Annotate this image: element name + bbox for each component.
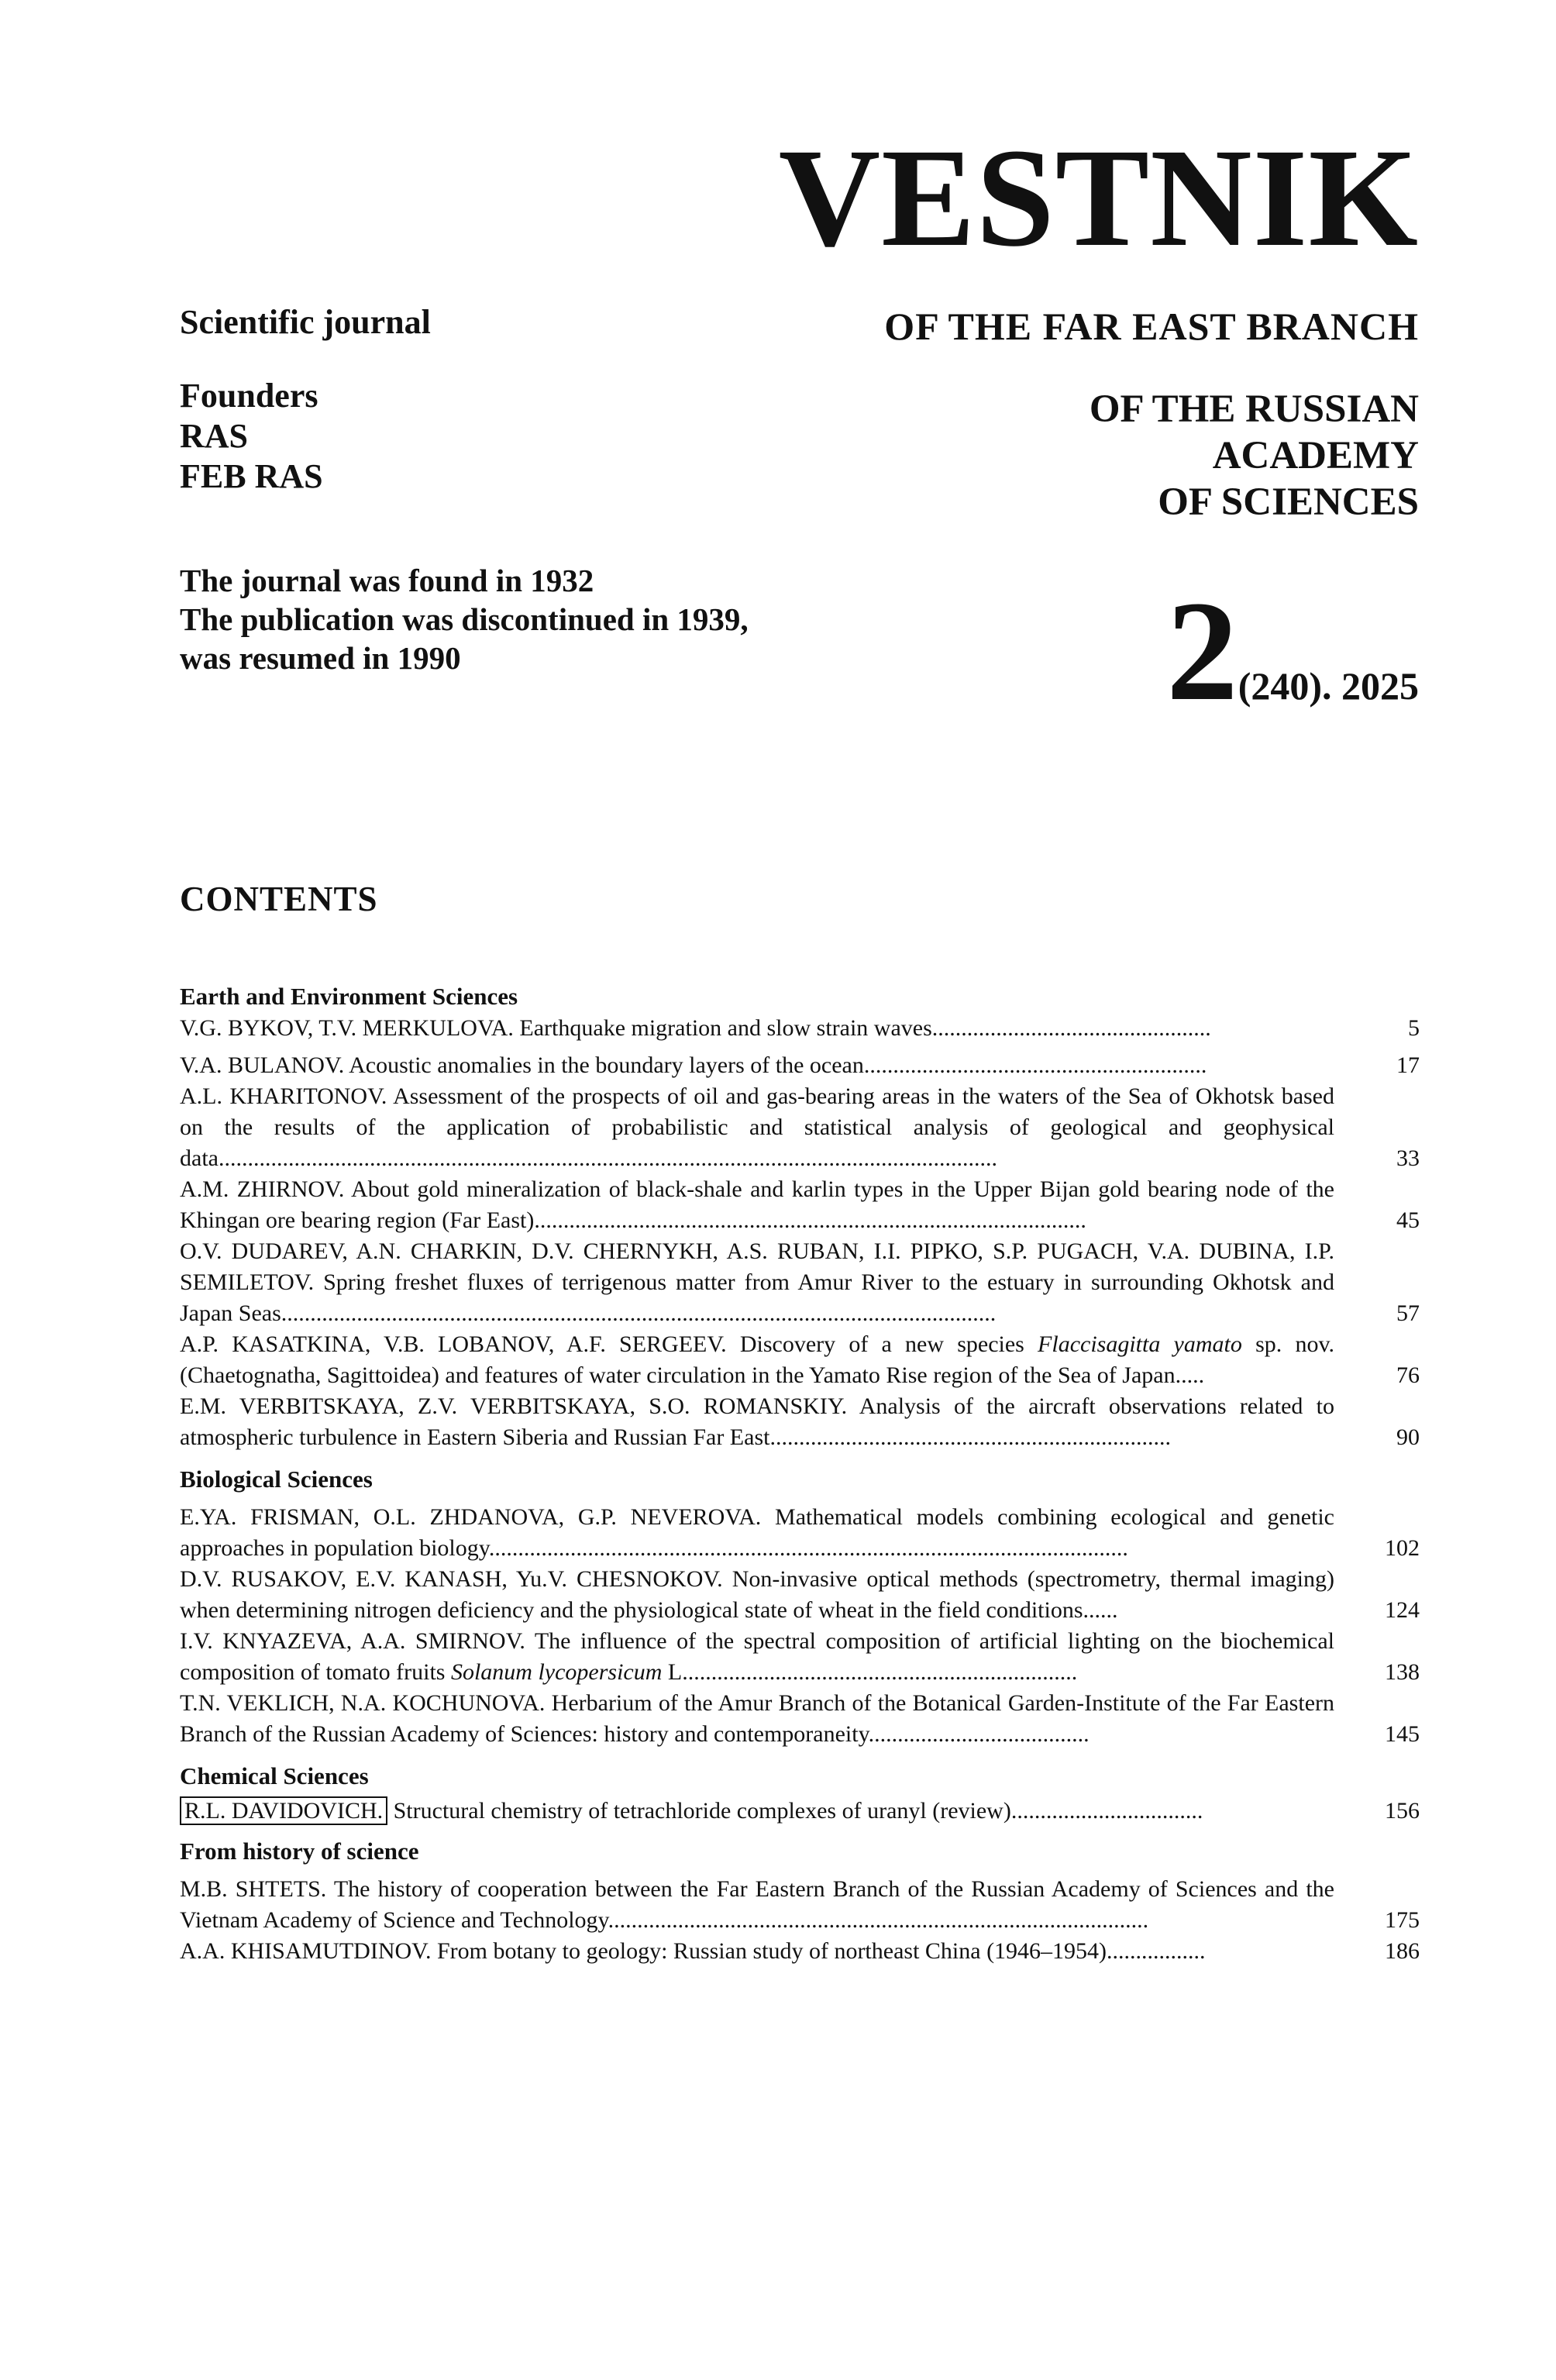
journal-subtitle-ras <box>876 386 1419 525</box>
entry-text <box>180 1013 1334 1044</box>
dot-leader: ................................................................... <box>687 1659 1078 1685</box>
page-number: 45 <box>1396 1207 1420 1233</box>
founders-label: Founders <box>180 377 318 415</box>
dot-leader: ..... <box>1175 1362 1205 1388</box>
entry-text <box>180 1329 1334 1391</box>
dot-leader: .............................................................................................................. <box>488 1535 1128 1561</box>
entry-title-part: L. <box>662 1659 688 1685</box>
entry-text <box>180 1626 1334 1688</box>
entry-title: E.M. VERBITSKAYA, Z.V. VERBITSKAYA, S.O. ROMANSKIY. Analysis of the aircraft observations related to atmospheric turbulence in Eastern Siberia and Russian Far East <box>180 1393 1334 1450</box>
journal-title: VESTNIK <box>778 120 1419 276</box>
toc-entry[interactable] <box>180 1174 1420 1236</box>
subtitle-line-3: OF SCIENCES <box>1158 480 1419 524</box>
entry-title: V.A. BULANOV. Acoustic anomalies in the boundary layers of the ocean <box>180 1052 864 1078</box>
entry-title: V.G. BYKOV, T.V. MERKULOVA. Earthquake migration and slow strain waves <box>180 1015 932 1041</box>
toc-entry[interactable] <box>180 1626 1420 1688</box>
entry-text <box>180 1688 1334 1750</box>
page-number: 186 <box>1385 1938 1420 1964</box>
deceased-author-box: R.L. DAVIDOVICH. <box>180 1796 387 1825</box>
page-number: 175 <box>1385 1907 1420 1933</box>
toc-entry[interactable] <box>180 1236 1420 1329</box>
dot-leader: ...... <box>1083 1597 1118 1623</box>
dot-leader: ..................................................................... <box>769 1424 1171 1450</box>
entry-text <box>180 1564 1334 1626</box>
dot-leader: ............................................................................................. <box>608 1907 1149 1933</box>
page-number: 17 <box>1396 1052 1420 1078</box>
dot-leader: ........................................................................................................................... <box>281 1300 997 1326</box>
subtitle-line-1: OF THE RUSSIAN <box>1089 387 1419 431</box>
entry-text <box>180 1236 1334 1329</box>
entry-title: Structural chemistry of tetrachloride complexes of uranyl (review) <box>393 1798 1011 1824</box>
page-number: 5 <box>1408 1015 1420 1041</box>
dot-leader: ................................. <box>1010 1798 1203 1824</box>
page-number: 156 <box>1385 1798 1420 1824</box>
entry-title: A.M. ZHIRNOV. About gold mineralization of black-shale and karlin types in the Upper Bijan gold bearing node of the Khingan ore bearing region (Far East) <box>180 1176 1334 1233</box>
entry-title: D.V. RUSAKOV, E.V. KANASH, Yu.V. CHESNOKOV. Non-invasive optical methods (spectrometry, thermal imaging) when determining nitrogen deficiency and the physiological state of wheat in the field conditions <box>180 1566 1334 1623</box>
subtitle-line-2: ACADEMY <box>1212 434 1419 477</box>
history-line-2: The publication was discontinued in 1939, <box>180 601 749 637</box>
entry-text <box>180 1502 1334 1564</box>
section-title: From history of science <box>180 1838 419 1865</box>
dot-leader: ...................................................................................................................................... <box>218 1145 997 1171</box>
dot-leader: ...................................... <box>868 1721 1090 1747</box>
journal-history <box>180 561 749 677</box>
page-number: 138 <box>1385 1659 1420 1685</box>
page-number: 57 <box>1396 1300 1420 1326</box>
entry-text <box>180 1391 1334 1453</box>
dot-leader: ................................................ <box>931 1015 1211 1041</box>
species-name: Flaccisagitta yamato <box>1038 1331 1242 1357</box>
dot-leader: ........................................................... <box>863 1052 1207 1078</box>
page-number: 145 <box>1385 1721 1420 1747</box>
entry-text <box>180 1793 1334 1830</box>
toc-entry[interactable] <box>180 1391 1420 1453</box>
entry-title: T.N. VEKLICH, N.A. KOCHUNOVA. Herbarium of the Amur Branch of the Botanical Garden-Institute of the Far Eastern Branch of the Russian Academy of Sciences: history and contemporaneity <box>180 1690 1334 1747</box>
entry-text <box>180 1050 1334 1081</box>
page-number: 90 <box>1396 1424 1420 1450</box>
section-title: Chemical Sciences <box>180 1762 369 1789</box>
page-number: 124 <box>1385 1597 1420 1623</box>
entry-title-part: sp. nov. (Chaetognatha, Sagittoidea) and features of water circulation in the Yamato Rise region of the Sea of Japan <box>180 1331 1334 1388</box>
entry-title-part: I.V. KNYAZEVA, A.A. SMIRNOV. The influence of the spectral composition of artificial lighting on the biochemical composition of tomato fruits <box>180 1628 1334 1685</box>
journal-type-label: Scientific journal <box>180 303 431 341</box>
founder-feb-ras: FEB RAS <box>180 457 323 495</box>
entry-title: M.B. SHTETS. The history of cooperation between the Far Eastern Branch of the Russian Academy of Sciences and the Vietnam Academy of Science and Technology <box>180 1876 1334 1933</box>
toc-entry[interactable] <box>180 1688 1420 1750</box>
toc-entry[interactable] <box>180 1081 1420 1174</box>
table-of-contents <box>180 981 1420 1967</box>
species-name: Solanum lycopersicum <box>450 1659 663 1685</box>
entry-title-part: A.P. KASATKINA, V.B. LOBANOV, A.F. SERGEEV. Discovery of a new species <box>180 1331 1038 1357</box>
toc-entry[interactable] <box>180 1564 1420 1626</box>
toc-entry[interactable] <box>180 1936 1420 1967</box>
contents-heading: CONTENTS <box>180 880 378 918</box>
dot-leader: ............................................................................................... <box>534 1207 1086 1233</box>
toc-entry[interactable] <box>180 1874 1420 1936</box>
section-title: Earth and Environment Sciences <box>180 983 518 1010</box>
toc-entry[interactable] <box>180 1050 1420 1081</box>
entry-title: A.L. KHARITONOV. Assessment of the prospects of oil and gas-bearing areas in the waters of the Sea of Okhotsk based on the results of the application of probabilistic and statistical analysis of geological and geophysical data <box>180 1083 1334 1171</box>
page-number: 102 <box>1385 1535 1420 1561</box>
toc-entry[interactable] <box>180 1793 1420 1830</box>
dot-leader: ................. <box>1107 1938 1206 1964</box>
toc-entry[interactable] <box>180 1013 1420 1044</box>
entry-text <box>180 1874 1334 1936</box>
founder-ras: RAS <box>180 417 249 455</box>
page-number: 33 <box>1396 1145 1420 1171</box>
entry-text <box>180 1936 1334 1967</box>
entry-title: E.YA. FRISMAN, O.L. ZHDANOVA, G.P. NEVEROVA. Mathematical models combining ecological and genetic approaches in population biology <box>180 1504 1334 1561</box>
section-title: Biological Sciences <box>180 1466 373 1493</box>
page-number: 76 <box>1396 1362 1420 1388</box>
entry-title: O.V. DUDAREV, A.N. CHARKIN, D.V. CHERNYKH, A.S. RUBAN, I.I. PIPKO, S.P. PUGACH, V.A. DUBINA, I.P. SEMILETOV. Spring freshet fluxes of terrigenous matter from Amur River to the estuary in surrounding Okhotsk and Japan Seas <box>180 1238 1334 1326</box>
toc-entry[interactable] <box>180 1329 1420 1391</box>
founders-block <box>180 376 323 497</box>
entry-title: A.A. KHISAMUTDINOV. From botany to geology: Russian study of northeast China (1946–1954) <box>180 1938 1107 1964</box>
toc-entry[interactable] <box>180 1502 1420 1564</box>
entry-text <box>180 1081 1334 1174</box>
history-line-1: The journal was found in 1932 <box>180 563 594 598</box>
issue-info <box>1166 572 1419 731</box>
entry-text <box>180 1174 1334 1236</box>
issue-number: 2 <box>1166 572 1238 731</box>
issue-volume-year: (240). 2025 <box>1238 664 1419 708</box>
journal-subtitle-feb: OF THE FAR EAST BRANCH <box>884 305 1419 348</box>
history-line-3: was resumed in 1990 <box>180 640 461 676</box>
